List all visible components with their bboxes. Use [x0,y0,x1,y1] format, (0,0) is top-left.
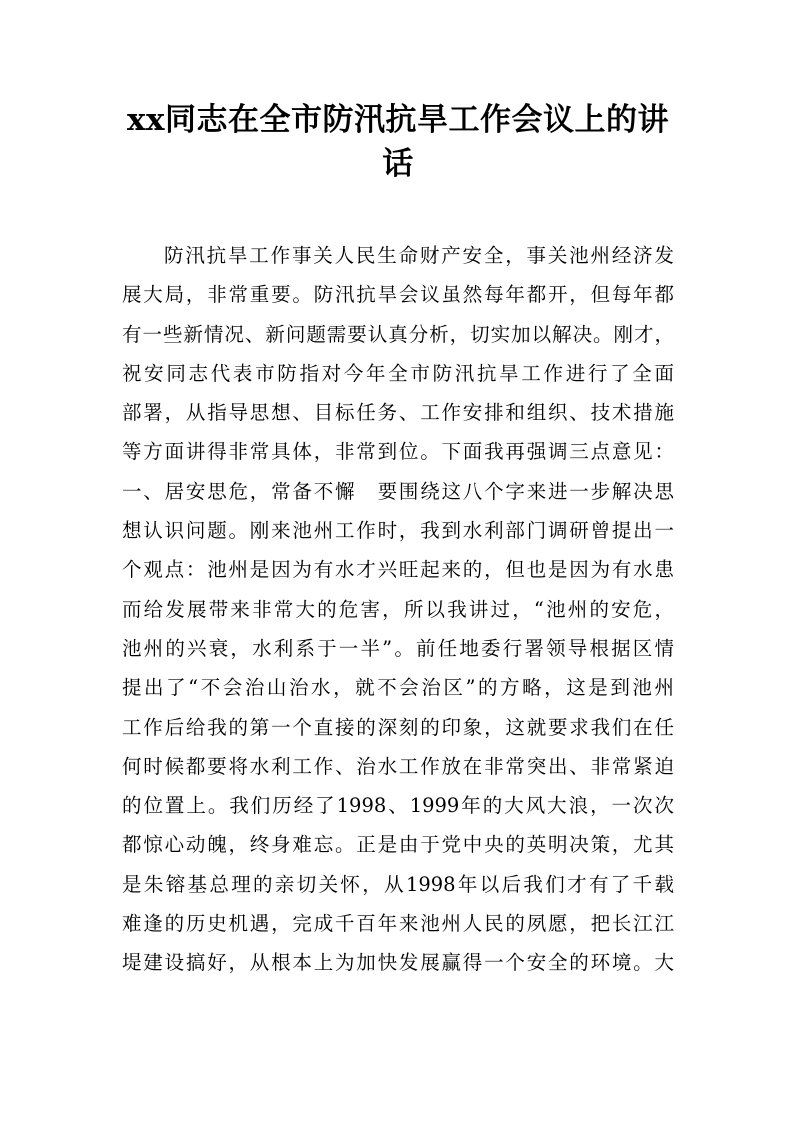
body-line: 都惊心动魄，终身难忘。正是由于党中央的英明决策，尤其 [122,833,674,857]
body-line: 一、居安思危，常备不懈 要围绕这八个字来进一步解决思 [122,479,674,503]
body-line: 难逢的历史机遇，完成千百年来池州人民的夙愿，把长江江 [122,912,674,936]
body-line: 工作后给我的第一个直接的深刻的印象，这就要求我们在任 [122,715,674,739]
body-line: 堤建设搞好，从根本上为加快发展赢得一个安全的环境。大 [122,951,674,975]
body-line: 何时候都要将水利工作、治水工作放在非常突出、非常紧迫 [122,754,674,778]
body-line: 等方面讲得非常具体，非常到位。下面我再强调三点意见： [122,440,674,464]
document-title: xx同志在全市防汛抗旱工作会议上的讲话 [127,102,669,182]
body-line: 个观点：池州是因为有水才兴旺起来的，但也是因为有水患 [122,558,674,582]
body-line: 部署，从指导思想、目标任务、工作安排和组织、技术措施 [122,401,674,425]
body-line: 是朱镕基总理的亲切关怀，从1998年以后我们才有了千载 [122,872,674,896]
body-line: 池州的兴衰，水利系于一半”。前任地委行署领导根据区情 [122,636,674,660]
body-line: 防汛抗旱工作事关人民生命财产安全，事关池州经济发 [164,244,674,267]
body-line: 的位置上。我们历经了1998、1999年的大风大浪，一次次 [122,794,674,818]
document-body [122,236,674,983]
body-line: 有一些新情况、新问题需要认真分析，切实加以解决。刚才， [122,322,674,346]
body-line: 祝安同志代表市防指对今年全市防汛抗旱工作进行了全面 [122,361,674,385]
body-line: 而给发展带来非常大的危害，所以我讲过，“池州的安危， [122,597,674,621]
body-line: 提出了“不会治山治水，就不会治区”的方略，这是到池州 [122,676,674,700]
body-line: 想认识问题。刚来池州工作时，我到水利部门调研曾提出一 [122,519,674,543]
body-line: 展大局，非常重要。防汛抗旱会议虽然每年都开，但每年都 [122,283,674,307]
